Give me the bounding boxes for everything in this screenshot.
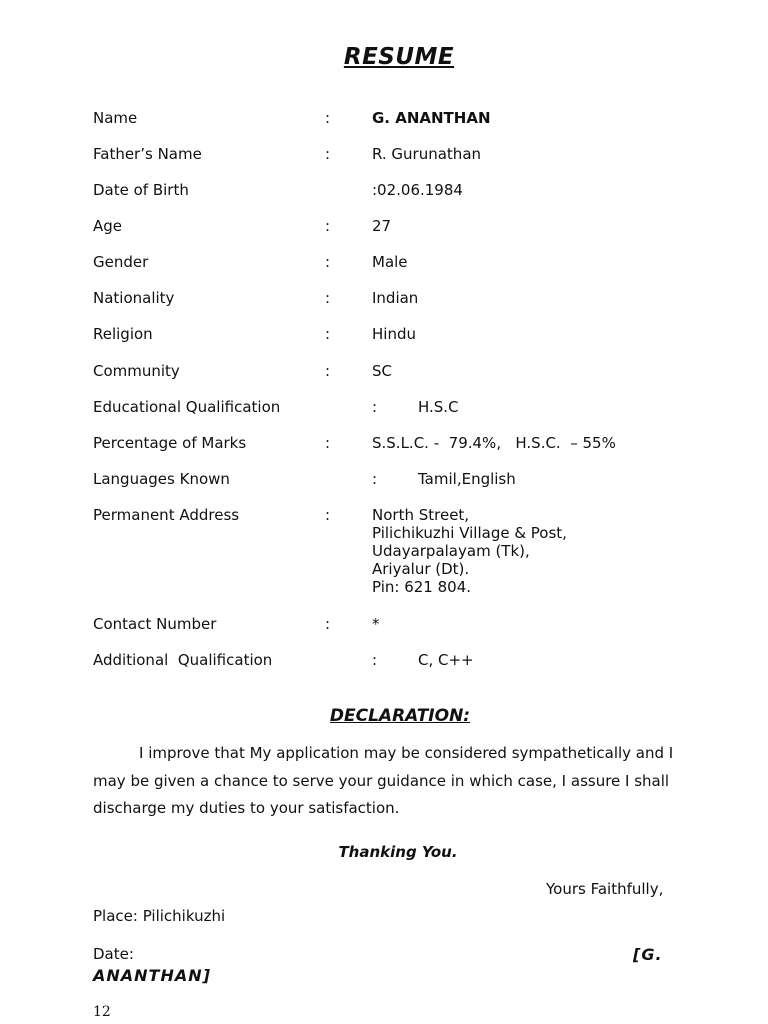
field-label: Name (93, 109, 138, 127)
field-label: Nationality (93, 289, 175, 307)
field-separator: : (325, 145, 331, 163)
declaration-heading: DECLARATION: (329, 706, 471, 726)
declaration-text: I improve that My application may be considered sympathetically and I may be given a chance to serve your guidance in which case, I assure I shall discharge my duties to your satisfaction. (93, 744, 674, 817)
signature-name: [G. (633, 945, 663, 964)
field-value: S.S.L.C. - 79.4%, H.S.C. – 55% (372, 434, 616, 452)
field-label: Additional Qualification (93, 651, 273, 669)
field-value: Indian (372, 289, 419, 307)
field-value: Male (372, 253, 408, 271)
address-block (372, 506, 567, 596)
address-line: Pilichikuzhi Village & Post, (372, 524, 567, 542)
address-line: North Street, (372, 506, 470, 524)
place-line: Place: Pilichikuzhi (93, 907, 226, 925)
resume-title: RESUME (343, 44, 455, 70)
field-label: Contact Number (93, 615, 217, 633)
address-line: Udayarpalayam (Tk), (372, 542, 530, 560)
field-label: Gender (93, 253, 149, 271)
field-separator: : (325, 615, 331, 633)
field-value: * (372, 615, 380, 633)
field-value: Tamil,English (418, 470, 516, 488)
field-separator: : (372, 651, 378, 669)
field-label: Permanent Address (93, 506, 240, 524)
field-label: Percentage of Marks (93, 434, 247, 452)
field-label: Religion (93, 325, 153, 343)
field-separator: : (325, 289, 331, 307)
field-value: C, C++ (418, 651, 474, 669)
page-number: 12 (93, 1004, 111, 1020)
field-separator: : (325, 362, 331, 380)
yours-faithfully: Yours Faithfully, (546, 880, 664, 898)
field-separator: : (372, 470, 378, 488)
field-label: Age (93, 217, 123, 235)
address-line: Ariyalur (Dt). (372, 560, 470, 578)
field-value: H.S.C (418, 398, 459, 416)
address-line: Pin: 621 804. (372, 578, 472, 596)
signature-name-continued: ANANTHAN] (93, 966, 211, 985)
field-value: 27 (372, 217, 392, 235)
date-line: Date: (93, 945, 134, 963)
thanking-you: Thanking You. (338, 843, 458, 861)
field-label: Date of Birth (93, 181, 189, 199)
field-label: Community (93, 362, 180, 380)
field-separator: : (325, 253, 331, 271)
field-separator: : (325, 109, 331, 127)
field-value: R. Gurunathan (372, 145, 482, 163)
field-separator: : (325, 506, 331, 524)
field-label: Languages Known (93, 470, 230, 488)
field-value: :02.06.1984 (372, 181, 463, 199)
field-value: Hindu (372, 325, 416, 343)
field-value-name: G. ANANTHAN (372, 109, 491, 127)
field-separator: : (325, 434, 331, 452)
field-label: Educational Qualification (93, 398, 281, 416)
field-label: Father’s Name (93, 145, 202, 163)
field-separator: : (325, 217, 331, 235)
field-separator: : (325, 325, 331, 343)
field-value: SC (372, 362, 392, 380)
field-separator: : (372, 398, 378, 416)
